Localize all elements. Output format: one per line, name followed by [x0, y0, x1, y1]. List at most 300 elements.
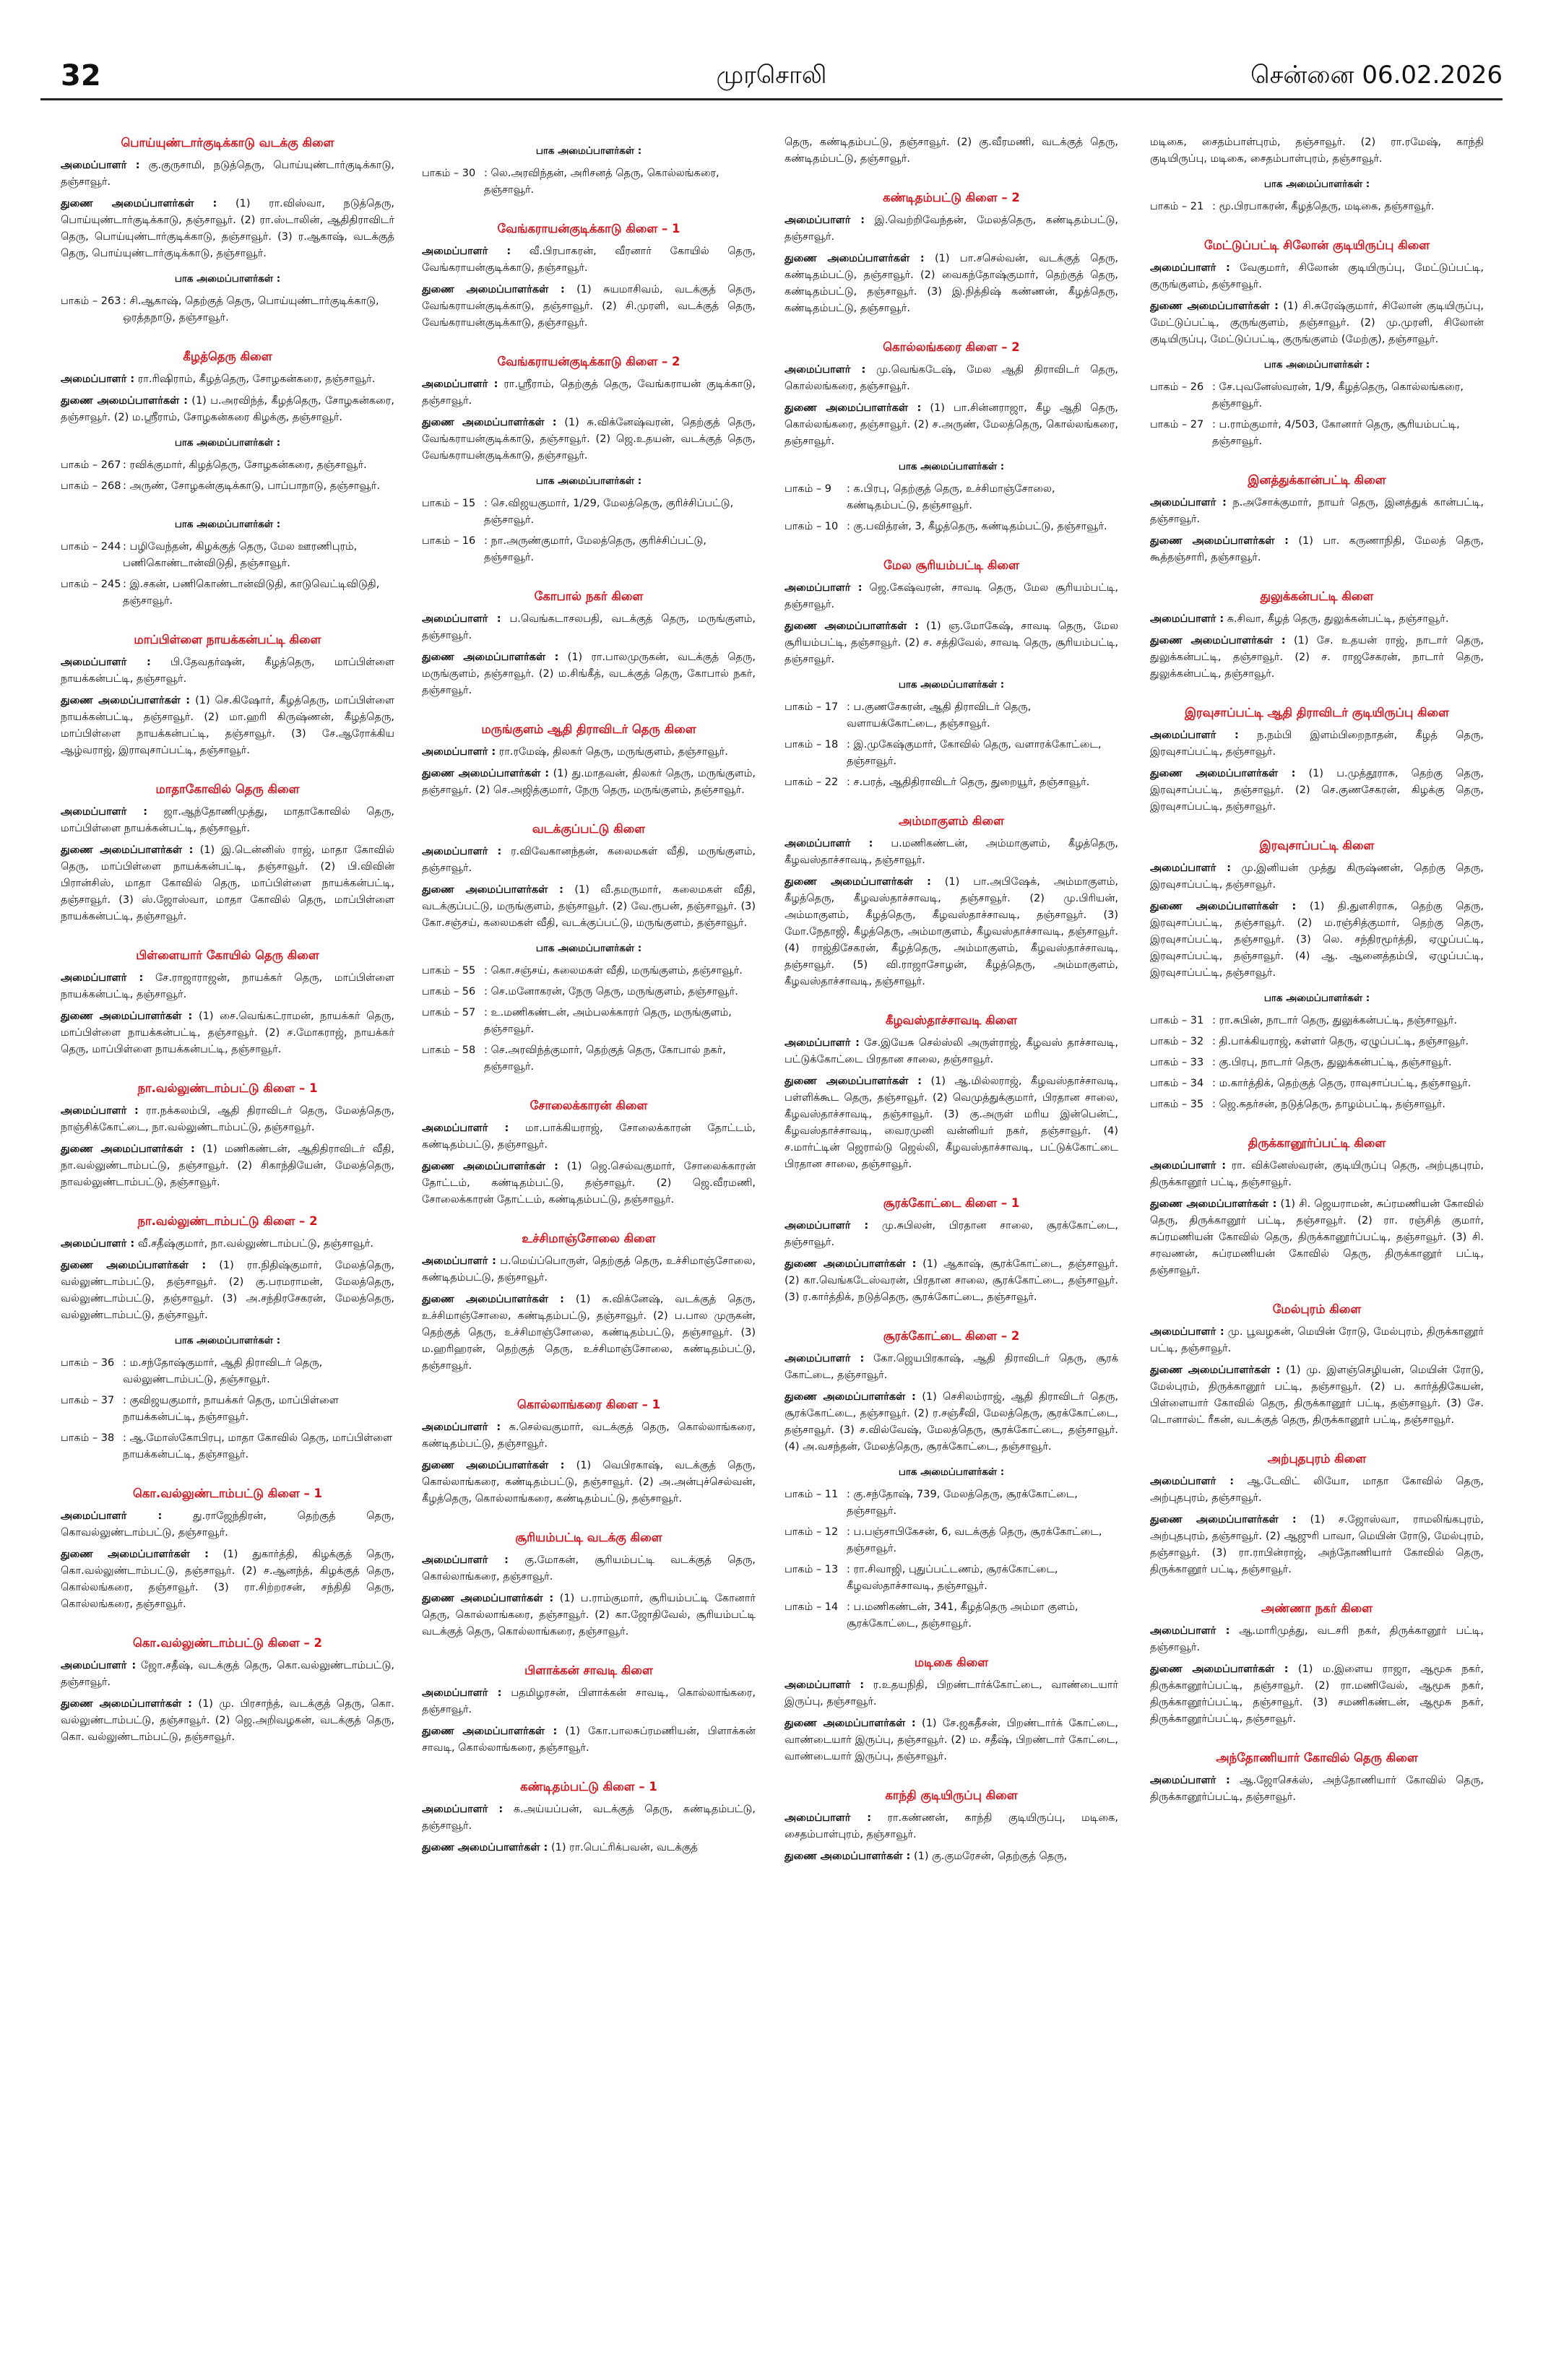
leader-line	[1150, 1324, 1484, 1357]
branch-title: சோலைக்காரன் கிளை	[530, 1099, 648, 1112]
leader-line-label: அமைப்பாளர் :	[1150, 497, 1227, 509]
branch-section	[61, 1485, 394, 1613]
branch-section	[422, 1097, 756, 1208]
leader-line-value: சே.ராஜாராஜன், நாயக்கர் தெரு, மாப்பிள்ளை நாயக்கன்பட்டி, தஞ்சாவூர்.	[61, 972, 394, 1000]
booth-row	[785, 481, 1118, 514]
leader-line-label: அமைப்பாளர் :	[1150, 862, 1232, 874]
booth-person: : ப.பஞ்சாபிகேசன், 6, வடக்குத் தெரு, சூரக்கோட்டை, தஞ்சாவூர்.	[847, 1526, 1102, 1554]
booth-row	[61, 293, 394, 326]
booth-row	[1150, 1013, 1484, 1029]
leader-line	[1150, 727, 1484, 761]
booth-heading: பாக அமைப்பாளர்கள் :	[1263, 359, 1370, 371]
booth-row	[1150, 1055, 1484, 1071]
branch-title: கண்டிதம்பட்டு கிளை – 2	[883, 191, 1020, 204]
assistants-line-value: (1) இ.டென்னிஸ் ராஜ், மாதா கோவில் தெரு, மாப்பிள்ளை நாயக்கன்பட்டி, தஞ்சாவூர். (2) பி.விவின் பிரான்சிஸ், மாதா கோவில் தெரு, மாப்பிள்ளை நாயக்கன்பட்டி, தஞ்சாவூர். (3) ஸ்.ஜோஸ்வா, மாதா கோவில் தெரு, மாப்பிள்ளை நாயக்கன்பட்டி, தஞ்சாவூர்.	[61, 844, 394, 922]
leader-line-label: அமைப்பாளர் :	[785, 1037, 860, 1049]
branch-title: கொ.வல்லுண்டாம்பட்டு கிளை – 1	[133, 1487, 322, 1500]
assistants-line	[422, 1591, 756, 1640]
leader-line	[61, 654, 394, 688]
leader-line	[785, 1351, 1118, 1384]
leader-line-value: ப.வெங்கடாசலபதி, வடக்குத் தெரு, மருங்குளம், தஞ்சாவூர்.	[422, 613, 756, 641]
leader-line-value: ரா.கண்ணன், காந்தி குடியிருப்பு, மடிகை, சைதம்பாள்புரம், தஞ்சாவூர்.	[785, 1812, 1118, 1840]
leader-line	[785, 362, 1118, 395]
assistants-line-value: (1) ஆகாஷ், சூரக்கோட்டை, தஞ்சாவூர். (2) கா.வெங்கடேஸ்வரன், பிரதான சாலை, சூரக்கோட்டை, தஞ்சாவூர். (3) ர.கார்த்திக், நடுத்தெரு, சூரக்கோட்டை, தஞ்சாவூர்.	[785, 1258, 1118, 1303]
booth-number: பாகம் – 32	[1150, 1036, 1204, 1047]
assistants-line	[1150, 1512, 1484, 1578]
branch-section	[785, 813, 1118, 990]
branch-title: நா.வல்லுண்டாம்பட்டு கிளை – 2	[137, 1214, 318, 1228]
branch-section	[422, 1662, 756, 1757]
leader-line	[422, 844, 756, 877]
assistants-line-value: (1) ப.ராம்குமார், சூரியம்பட்டி கோனார் தெரு, கொல்லாங்கரை, தஞ்சாவூர். (2) கா.ஜோதிவேல், சூரியம்பட்டி வடக்குத் தெரு, கொல்லாங்கரை, தஞ்சாவூர்.	[422, 1593, 756, 1637]
assistants-line	[785, 1256, 1118, 1306]
assistants-line-value: (1) ரா.பெட்ரிக்பவன், வடக்குத்	[550, 1842, 698, 1853]
leader-line-value: ந.நம்பி இளம்பிறைநாதன், கீழத் தெரு, இரவுசாப்பட்டி, தஞ்சாவூர்.	[1150, 730, 1484, 758]
leader-line-value: வீ.சதீஷ்குமார், நா.வல்லுண்டாம்பட்டு, தஞ்சாவூர்.	[137, 1238, 374, 1250]
booth-row	[61, 1393, 394, 1426]
branch-title: பொய்யுண்டார்குடிக்காடு வடக்கு கிளை	[121, 136, 334, 150]
leader-line	[1150, 1474, 1484, 1507]
assistants-line-value: (1) சே.ஜகதீசன், பிறண்டார்க் கோட்டை, வாண்டையார் இருப்பு, தஞ்சாவூர். (2) ம. சதீஷ், பிறண்டார் கோட்டை, வாண்டையார் இருப்பு, தஞ்சாவூர்.	[785, 1718, 1118, 1762]
branch-title: கொல்லாங்கரை கிளை – 1	[517, 1398, 661, 1411]
booth-person: : கு.பவித்ரன், 3, கீழத்தெரு, கண்டிதம்பட்டு, தஞ்சாவூர்.	[847, 521, 1107, 532]
booth-row	[785, 774, 1118, 791]
leader-line-value: ஆ.மாரிமுத்து, வடசரி நகர், திருக்கானூர் பட்டி, தஞ்சாவூர்.	[1150, 1625, 1484, 1653]
booth-number: பாகம் – 11	[785, 1489, 839, 1500]
assistants-line	[1150, 1196, 1484, 1279]
assistants-line-label: துணை அமைப்பாளர்கள் :	[785, 253, 925, 264]
assistants-line-label: துணை அமைப்பாளர்கள் :	[422, 417, 557, 428]
assistants-line	[61, 1258, 394, 1324]
leader-line-label: அமைப்பாளர் :	[785, 582, 863, 594]
booth-number: பாகம் – 267	[61, 459, 121, 471]
booth-number: பாகம் – 13	[785, 1564, 839, 1575]
branch-section	[1150, 237, 1484, 450]
branch-title: இரவுசாப்பட்டி ஆதி திராவிடர் குடியிருப்பு கிளை	[1185, 706, 1449, 719]
booth-person: : ம.கார்த்திக், தெற்குத் தெரு, ராவுசாப்பட்டி, தஞ்சாவூர்.	[1212, 1078, 1471, 1089]
assistants-line-label: துணை அமைப்பாளர்கள் :	[785, 1851, 911, 1862]
assistants-line-label: துணை அமைப்பாளர்கள் :	[61, 1143, 195, 1155]
booth-heading: பாக அமைப்பாளர்கள் :	[535, 943, 642, 954]
assistants-line-value: (1) பா.சசெல்வன், வடக்குத் தெரு, கண்டிதம்பட்டு, தஞ்சாவூர். (2) வைகந்தோஷ்குமார், தெற்குத் தெரு, கண்டிதம்பட்டு, தஞ்சாவூர். (3) இ.நித்திஷ் கண்ணன், கீழத்தெரு, கண்டிதம்பட்டு, தஞ்சாவூர்.	[785, 253, 1118, 314]
booth-heading: பாக அமைப்பாளர்கள் :	[174, 437, 281, 449]
booth-row	[422, 984, 756, 1000]
booth-row	[1150, 1034, 1484, 1050]
booth-person: : குவிஜயகுமார், நாயக்கர் தெரு, மாப்பிள்ளை நாயக்கன்பட்டி, தஞ்சாவூர்.	[123, 1395, 339, 1423]
booth-row	[785, 1524, 1118, 1557]
booth-row	[1150, 417, 1484, 450]
assistants-line-label: துணை அமைப்பாளர்கள் :	[1150, 635, 1286, 646]
leader-line-label: அமைப்பாளர் :	[1150, 1476, 1235, 1487]
assistants-line-label: துணை அமைப்பாளர்கள் :	[1150, 1663, 1289, 1675]
booth-number: பாகம் – 14	[785, 1601, 839, 1613]
branch-title: அந்தோணியார் கோவில் தெரு கிளை	[1216, 1751, 1418, 1765]
assistants-line-label: துணை அமைப்பாளர்கள் :	[1150, 901, 1297, 912]
booth-person: : நா.அருண்குமார், மேலத்தெரு, குரிச்சிப்பட்டு, தஞ்சாவூர்.	[484, 535, 706, 563]
booth-number: பாகம் – 15	[422, 498, 476, 509]
leader-line-label: அமைப்பாளர் :	[61, 806, 148, 818]
city-date: சென்னை 06.02.2026	[1250, 61, 1503, 90]
booth-number: பாகம் – 9	[785, 483, 832, 495]
branch-title: மேட்டுப்பட்டி சிலோன் குடியிருப்பு கிளை	[1203, 238, 1430, 252]
branch-section	[61, 947, 394, 1058]
leader-line-value: ப.மணிகண்டன், அம்மாகுளம், கீழத்தெரு, கீழவஸ்தாச்சாவடி, தஞ்சாவூர்.	[785, 838, 1118, 866]
leader-line	[422, 1419, 756, 1453]
booth-row	[61, 576, 394, 610]
branch-section	[1150, 704, 1484, 815]
assistants-line-label: துணை அமைப்பாளர்கள் :	[785, 876, 931, 888]
booth-number: பாகம் – 10	[785, 521, 839, 532]
assistants-line-value: (1) சு.விக்னேஷ்வரன், தெற்குத் தெரு, வேங்கராயன்குடிக்காடு, தஞ்சாவூர். (2) ஜெ.உதயன், வடக்குத் தெரு, வேங்கராயன்குடிக்காடு, தஞ்சாவூர்.	[422, 417, 756, 462]
leader-line	[61, 804, 394, 837]
assistants-line-label: துணை அமைப்பாளர்கள் :	[785, 1258, 917, 1270]
assistants-line-value: (1) சி. ஜெயராமன், சுப்ரமணியன் கோவில் தெரு, திருக்கானூர் பட்டி, தஞ்சாவூர். (2) ரா. ரஞ்சித் குமார், சுப்ரமணியன் கோவில் தெரு, திருக்கானூர்ப்பட்டி, தஞ்சாவூர். (3) சி. சரவணன், சுப்ரமணியன் கோவில் தெரு, திருக்கானூர் பட்டி, தஞ்சாவூர்.	[1150, 1198, 1484, 1276]
booth-number: பாகம் – 30	[422, 168, 476, 179]
branch-title: அற்புதபுரம் கிளை	[1267, 1452, 1367, 1466]
assistants-line	[422, 415, 756, 464]
page-number: 32	[61, 59, 101, 92]
leader-line	[785, 1677, 1118, 1710]
leader-line-value: ரா.ரிஷிராம், கீழத்தெரு, சோழகன்கரை, தஞ்சாவூர்.	[137, 373, 376, 385]
booth-row	[422, 1005, 756, 1038]
leader-line-value: ப.மெய்ப்பொருள், தெற்குத் தெரு, உச்சிமாஞ்சோலை, கண்டிதம்பட்டு, தஞ்சாவூர்.	[422, 1255, 756, 1284]
assistants-line-value: (1) ச.ஜோஸ்வா, ராமலிங்கபுரம், அற்புதபுரம், தஞ்சாவூர். (2) ஆஜுரி பாவா, மெயின் ரோடு, மேல்புரம், தஞ்சாவூர். (3) ரா.ராபின்ராஜ், அந்தோணியார் கோவில் தெரு, திருக்கானூர் பட்டி, தஞ்சாவூர்.	[1150, 1514, 1484, 1575]
leader-line-value: கு.குருசாமி, நடுத்தெரு, பொய்யுண்டார்குடிக்காடு, தஞ்சாவூர்.	[61, 160, 394, 188]
assistants-line	[1150, 766, 1484, 815]
booth-person: : ம.சந்தோஷ்குமார், ஆதி திராவிடர் தெரு, வல்லுண்டாம்பட்டு, தஞ்சாவூர்.	[123, 1357, 323, 1385]
column-2	[422, 134, 756, 2359]
booth-row	[61, 1355, 394, 1388]
leader-line-label: அமைப்பாளர் :	[785, 1679, 865, 1691]
leader-line-value: இ.வெற்றிவேந்தன், மேலத்தெரு, கண்டிதம்பட்டு, தஞ்சாவூர்.	[785, 215, 1118, 243]
branch-section	[422, 1230, 756, 1375]
leader-line	[422, 1685, 756, 1718]
branch-section	[422, 1529, 756, 1640]
leader-line-label: அமைப்பாளர் :	[422, 246, 511, 257]
leader-line	[422, 1552, 756, 1585]
assistants-line-label: துணை அமைப்பாளர்கள் :	[1150, 535, 1289, 547]
branch-section	[1150, 1600, 1484, 1728]
branch-section	[61, 348, 394, 495]
booth-row	[785, 699, 1118, 732]
booth-number: பாகம் – 16	[422, 535, 476, 547]
assistants-line	[785, 1389, 1118, 1455]
leader-line-value: கு.மோகன், சூரியம்பட்டி வடக்குத் தெரு, கொல்லாங்கரை, தஞ்சாவூர்.	[422, 1554, 756, 1583]
assistants-line-value: (1) ம.இளைய ராஜா, ஆமூசு நகர், திருக்கானூர்ப்பட்டி, தஞ்சாவூர். (2) ரா.மணிவேல், ஆமூசு நகர், திருக்கானூர்ப்பட்டி, தஞ்சாவூர். (3) சமணிகண்டன், ஆமூசு நகர், திருக்கானூர்ப்பட்டி, தஞ்சாவூர்.	[1150, 1663, 1484, 1725]
leader-line	[1150, 260, 1484, 293]
assistants-line-value: (1) ரா.பாலமுருகன், வடக்குத் தெரு, மருங்குளம், தஞ்சாவூர். (2) ம.சிங்கீத், வடக்குத் தெரு, கோபால் நகர், தஞ்சாவூர்.	[422, 652, 756, 696]
assistants-line-value: (1) சு.விக்னேஷ், வடக்குத் தெரு, உச்சிமாஞ்சோலை, கண்டிதம்பட்டு, தஞ்சாவூர். (2) ப.பால முருகன், தெற்குத் தெரு, உச்சிமாஞ்சோலை, கண்டிதம்பட்டு, தஞ்சாவூர். (3) ம.ஹரிஹரன், தெற்குத் தெரு, உச்சிமாஞ்சோலை, கண்டிதம்பட்டு, தஞ்சாவூர்.	[422, 1294, 756, 1372]
leader-line	[422, 1120, 756, 1154]
assistants-line	[422, 1458, 756, 1507]
leader-line	[61, 157, 394, 191]
assistants-line-label: துணை அமைப்பாளர்கள் :	[1150, 1198, 1277, 1210]
booth-heading: பாக அமைப்பாளர்கள் :	[535, 145, 642, 157]
leader-line-label: அமைப்பாளர் :	[1150, 1775, 1230, 1786]
branch-section	[61, 631, 394, 759]
leader-line-label: அமைப்பாளர் :	[61, 1510, 163, 1522]
leader-line	[1150, 1773, 1484, 1806]
booth-row	[1150, 1076, 1484, 1092]
leader-line	[61, 371, 394, 388]
leader-line-value: ரா.நக்கலம்பி, ஆதி திராவிடர் தெரு, மேலத்தெரு, நாஞ்சிக்கோட்டை, நா.வல்லுண்டாம்பட்டு, தஞ்சாவூர்.	[61, 1105, 394, 1133]
leader-line-value: ரா. விக்னேஸ்வரன், குடியிருப்பு தெரு, அற்புதபுரம், திருக்கானூர் பட்டி, தஞ்சாவூர்.	[1150, 1160, 1484, 1188]
branch-title: வடக்குப்பட்டு கிளை	[532, 822, 646, 836]
booth-heading: பாக அமைப்பாளர்கள் :	[174, 519, 281, 530]
booth-row	[785, 519, 1118, 535]
masthead	[0, 0, 1543, 101]
branch-section	[785, 1195, 1118, 1306]
leader-line-value: ஆ.டேவிட் லியோ, மாதா கோவில் தெரு, அற்புதபுரம், தஞ்சாவூர்.	[1150, 1476, 1484, 1504]
leader-line	[422, 1801, 756, 1835]
branch-title: பிளாக்கன் சாவடி கிளை	[524, 1663, 653, 1677]
branch-section	[785, 1787, 1118, 1865]
column-1	[61, 134, 394, 2359]
assistants-line-label: துணை அமைப்பாளர்கள் :	[785, 620, 919, 632]
branch-title: சூரக்கோட்டை கிளை – 2	[883, 1329, 1020, 1343]
leader-line-label: அமைப்பாளர் :	[1150, 730, 1239, 741]
branch-title: உச்சிமாஞ்சோலை கிளை	[522, 1232, 656, 1245]
booth-person: : ஜெ.சுதர்சன், நடுத்தெரு, தாழம்பட்டி, தஞ்சாவூர்.	[1212, 1099, 1445, 1110]
assistants-line-label: துணை அமைப்பாளர்கள் :	[785, 1718, 916, 1729]
booth-person: : அருண், சோழகன்குடிக்காடு, பாப்பாநாடு, தஞ்சாவூர்.	[123, 480, 380, 492]
assistants-line	[422, 766, 756, 799]
branch-section	[785, 1328, 1118, 1632]
assistants-line-label: துணை அமைப்பாளர்கள் :	[422, 1460, 565, 1471]
leader-line-label: அமைப்பாளர் :	[61, 1660, 137, 1671]
assistants-line-label: துணை அமைப்பாளர்கள் :	[1150, 1364, 1281, 1376]
leader-line-value: மு. பூவழகன், மெயின் ரோடு, மேல்புரம், திருக்கானூர் பட்டி, தஞ்சாவூர்.	[1150, 1326, 1484, 1354]
leader-line	[785, 1810, 1118, 1843]
booth-number: பாகம் – 55	[422, 965, 476, 977]
leader-line-label: அமைப்பாளர் :	[785, 1220, 869, 1232]
branch-section	[785, 1012, 1118, 1173]
leader-line-value: சே.இயேசு செல்ஸ்லி அருள்ராஜ், கீழவஸ் தாச்சாவடி, பட்டுக்கோட்டை பிரதான சாலை, தஞ்சாவூர்.	[785, 1037, 1118, 1065]
branch-title: மாதாகோவில் தெரு கிளை	[155, 782, 300, 796]
branch-section	[422, 220, 756, 332]
leader-line-label: அமைப்பாளர் :	[61, 1105, 139, 1117]
booth-person: : லெ.அரவிந்தன், அரிசனத் தெரு, கொல்லங்கரை, தஞ்சாவூர்.	[484, 168, 719, 196]
booth-heading: பாக அமைப்பாளர்கள் :	[174, 1335, 281, 1346]
assistants-line-label: துணை அமைப்பாளர்கள் :	[422, 284, 565, 295]
assistants-line	[785, 251, 1118, 317]
assistants-line-label: துணை அமைப்பாளர்கள் :	[1150, 768, 1296, 779]
branch-section	[422, 821, 756, 1076]
leader-line-label: அமைப்பாளர் :	[785, 215, 865, 226]
assistants-line-label: துணை அமைப்பாளர்கள் :	[785, 402, 922, 414]
leader-line	[1150, 1623, 1484, 1656]
assistants-line-label: துணை அமைப்பாளர்கள் :	[61, 844, 194, 856]
branch-section	[61, 781, 394, 925]
leader-line	[1150, 860, 1484, 893]
booth-heading: பாக அமைப்பாளர்கள் :	[898, 461, 1005, 472]
assistants-line-label: துணை அமைப்பாளர்கள் :	[1150, 300, 1279, 312]
booth-heading: பாக அமைப்பாளர்கள் :	[535, 475, 642, 487]
assistants-line-label: துணை அமைப்பாளர்கள் :	[785, 1076, 922, 1087]
leader-line	[422, 744, 756, 761]
assistants-line-label: துணை அமைப்பாளர்கள் :	[422, 652, 559, 663]
leader-line-label: அமைப்பாளர் :	[422, 846, 502, 857]
leader-line-value: ஜோ.சதீஷ், வடக்குத் தெரு, கொ.வல்லுண்டாம்பட்டு, தஞ்சாவூர்.	[61, 1660, 394, 1688]
article-columns	[61, 134, 1484, 2359]
booth-row	[61, 478, 394, 495]
branch-section	[422, 1396, 756, 1507]
branch-section	[1150, 1301, 1484, 1429]
leader-line-label: அமைப்பாளர் :	[422, 1804, 503, 1815]
column-4	[1150, 134, 1484, 2359]
assistants-line-value: (1) சே. உதயன் ராஜ், நாடார் தெரு, துலுக்கன்பட்டி, தஞ்சாவூர். (2) ச. ராஜசேகரன், நாடார் தெரு, துலுக்கன்பட்டி, தஞ்சாவூர்.	[1150, 635, 1484, 680]
assistants-line	[1150, 1362, 1484, 1429]
booth-person: : சே.புவனேஸ்வரன், 1/9, கீழத்தெரு, கொல்லங்கரை, தஞ்சாவூர்.	[1212, 381, 1464, 410]
assistants-line-value: (1) ரா.விஸ்வா, நடுத்தெரு, பொய்யுண்டார்குடிக்காடு, தஞ்சாவூர். (2) ரா.ஸ்டாலின், ஆதிதிராவிடர் தெரு, பொய்யுண்டார்குடிக்காடு, தஞ்சாவூர். (3) ர.ஆகாஷ், வடக்குத் தெரு, பொய்யுண்டார்குடிக்காடு, தஞ்சாவூர்.	[61, 198, 394, 259]
branch-title: கீழவஸ்தாச்சாவடி கிளை	[885, 1013, 1018, 1027]
leader-line	[1150, 1158, 1484, 1191]
leader-line-value: ஜெ.கேஷ்வரன், சாவடி தெரு, மேல சூரியம்பட்டி, தஞ்சாவூர்.	[785, 582, 1118, 610]
assistants-line	[422, 649, 756, 699]
booth-person: : கு.பிரபு, நாடார் தெரு, துலுக்கன்பட்டி, தஞ்சாவூர்.	[1212, 1057, 1452, 1068]
leader-line-label: அமைப்பாளர் :	[422, 378, 498, 390]
leader-line-label: அமைப்பாளர் :	[1150, 1625, 1230, 1637]
booth-row	[1150, 199, 1484, 215]
leader-line	[785, 580, 1118, 613]
assistants-line	[61, 693, 394, 759]
booth-person: : ப.குணசேகரன், ஆதி திராவிடர் தெரு, வளாயக்கோட்டை, தஞ்சாவூர்.	[847, 701, 1032, 730]
leader-line-value: பி.தேவதர்ஷன், கீழத்தெரு, மாப்பிள்ளை நாயக்கன்பட்டி, தஞ்சாவூர்.	[61, 657, 394, 685]
leader-line-label: அமைப்பாளர் :	[785, 1812, 871, 1824]
leader-line-value: க.செல்வகுமார், வடக்குத் தெரு, கொல்லாங்கரை, கண்டிதம்பட்டு, தஞ்சாவூர்.	[422, 1421, 756, 1450]
branch-section	[1150, 472, 1484, 566]
booth-row	[61, 539, 394, 572]
assistants-line-value: (1) கு.குமரேசன், தெற்குத் தெரு,	[913, 1851, 1068, 1862]
booth-person: : ரா.சுபின், நாடார் தெரு, துலுக்கன்பட்டி, தஞ்சாவூர்.	[1212, 1015, 1458, 1026]
booth-number: பாகம் – 36	[61, 1357, 115, 1369]
assistants-line	[61, 196, 394, 262]
leader-line	[785, 1035, 1118, 1068]
column-3	[785, 134, 1118, 2359]
assistants-line-label: துணை அமைப்பாளர்கள் :	[1150, 1514, 1297, 1526]
branch-section	[61, 1213, 394, 1463]
leader-line-label: அமைப்பாளர் :	[422, 1122, 509, 1134]
booth-number: பாகம் – 34	[1150, 1078, 1204, 1089]
booth-person: : ரவிக்குமார், கிழத்தெரு, சோழகன்கரை, தஞ்சாவூர்.	[123, 459, 367, 471]
assistants-line-label: துணை அமைப்பாளர்கள் :	[422, 1593, 554, 1604]
branch-title: கீழத்தெரு கிளை	[183, 350, 272, 363]
assistants-line-value: (1) சுயமாசிவம், வடக்குத் தெரு, வேங்கராயன்குடிக்காடு, தஞ்சாவூர். (2) சி.முரளி, வடக்குத் தெரு, வேங்கராயன்குடிக்காடு, தஞ்சாவூர்.	[422, 284, 756, 329]
assistants-line-label: துணை அமைப்பாளர்கள் :	[422, 1726, 558, 1737]
booth-person: : ச.பரத், ஆதிதிராவிடர் தெரு, துறையூர், தஞ்சாவூர்.	[847, 776, 1090, 788]
leader-line-label: அமைப்பாளர் :	[1150, 1160, 1227, 1172]
assistants-line-value: (1) ஜெ.செல்வகுமார், சோலைக்காரன் தோட்டம், கண்டிதம்பட்டு, தஞ்சாவூர். (2) ஜெ.வீரமணி, சோலைக்காரன் தோட்டம், கண்டிதம்பட்டு, தஞ்சாவூர்.	[422, 1161, 756, 1206]
assistants-line-value: (1) மணிகண்டன், ஆதிதிராவிடர் வீதி, நா.வல்லுண்டாம்பட்டு, தஞ்சாவூர். (2) சிகாந்தியேன், மேலத்தெரு, நாவல்லுண்டாம்பட்டு, தஞ்சாவூர்.	[61, 1143, 394, 1188]
assistants-line	[1150, 533, 1484, 566]
leader-line-label: அமைப்பாளர் :	[422, 1255, 496, 1267]
booth-heading: பாக அமைப்பாளர்கள் :	[174, 273, 281, 285]
leader-line-value: பதமிழரசன், பிளாக்கன் சாவடி, கொல்லாங்கரை, தஞ்சாவூர்.	[422, 1687, 756, 1715]
leader-line-value: க.அய்யப்பன், வடக்குத் தெரு, கண்டிதம்பட்டு, தஞ்சாவூர்.	[422, 1804, 756, 1832]
leader-line	[422, 611, 756, 644]
branch-title: இனத்துக்கான்பட்டி கிளை	[1248, 473, 1386, 487]
assistants-line	[422, 282, 756, 332]
booth-number: பாகம் – 57	[422, 1007, 476, 1018]
leader-line	[61, 1103, 394, 1136]
branch-section	[1150, 1135, 1484, 1279]
booth-number: பாகம் – 263	[61, 295, 121, 307]
branch-title: வேங்கராயன்குடிக்காடு கிளை – 1	[497, 222, 680, 235]
assistants-line-value: (1) பா.சின்னராஜா, கீழ ஆதி தெரு, கொல்லங்கரை, தஞ்சாவூர். (2) ச.அருண், மேலத்தெரு, கொல்லங்கரை, தஞ்சாவூர்.	[785, 402, 1118, 447]
booth-number: பாகம் – 38	[61, 1432, 115, 1444]
booth-person: : செ.விஜயகுமார், 1/29, மேலத்தெரு, குரிச்சிப்பட்டு, தஞ்சாவூர்.	[484, 498, 734, 526]
branch-title: காந்தி குடியிருப்பு கிளை	[885, 1788, 1018, 1802]
assistants-line-value: (1) வீ.தமருமார், கலைமகள் வீதி, வடக்குப்பட்டு, மருங்குளம், தஞ்சாவூர். (2) வே.ரூபன், தஞ்சாவூர். (3) கோ.சஞ்சய், கலைமகள் வீதி, வடக்குப்பட்டு, மருங்குளம், தஞ்சாவூர்.	[422, 884, 756, 929]
leader-line-value: க.சிவா, கீழத் தெரு, துலுக்கன்பட்டி, தஞ்சாவூர்.	[1227, 613, 1449, 625]
assistants-line-label: துணை அமைப்பாளர்கள் :	[61, 198, 217, 209]
leader-line	[61, 1236, 394, 1252]
leader-line	[785, 1218, 1118, 1251]
continued-text: மடிகை, சைதம்பாள்புரம், தஞ்சாவூர். (2) ரா.ரமேஷ், காந்தி குடியிருப்பு, மடிகை, சைதம்பாள்புரம், தஞ்சாவூர்.	[1150, 137, 1484, 165]
branch-section	[422, 721, 756, 799]
assistants-line	[1150, 899, 1484, 982]
leader-line-value: வீ.பிரபாகரன், வீரனார் கோயில் தெரு, வேங்கராயன்குடிக்காடு, தஞ்சாவூர்.	[422, 246, 756, 274]
branch-title: அம்மாகுளம் கிளை	[898, 814, 1004, 828]
leader-line-label: அமைப்பாளர் :	[422, 1421, 501, 1433]
assistants-line-value: (1) செசிலம்ராஜ், ஆதி திராவிடர் தெரு, சூரக்கோட்டை, தஞ்சாவூர். (2) ர.சஞ்சீவி, மேலத்தெரு, சூரக்கோட்டை, தஞ்சாவூர். (3) ச.வில்வேஷ், மேலத்தெரு, சூரக்கோட்டை, தஞ்சாவூர். (4) அ.வசந்தன், மேலத்தெரு, சூரக்கோட்டை, தஞ்சாவூர்.	[785, 1391, 1118, 1453]
booth-row	[785, 1487, 1118, 1520]
assistants-line-value: (1) ப.அரவிந்த், கீழத்தெரு, சோழகன்கரை, தஞ்சாவூர். (2) ம.ஸ்ரீராம், சோழகன்கரை கிழக்கு, தஞ்சாவூர்.	[61, 395, 394, 423]
leader-line	[422, 376, 756, 410]
booth-number: பாகம் – 31	[1150, 1015, 1204, 1026]
booth-person: : ப.மணிகண்டன், 341, கீழத்தெரு அம்மா குளம், சூரக்கோட்டை, தஞ்சாவூர்.	[847, 1601, 1079, 1630]
branch-section	[785, 134, 1118, 168]
leader-line-label: அமைப்பாளர் :	[1150, 613, 1224, 625]
branch-section	[1150, 134, 1484, 215]
branch-title: சூரியம்பட்டி வடக்கு கிளை	[515, 1531, 662, 1544]
assistants-line-value: (1) சி.சுரேஷ்குமார், சிலோன் குடியிருப்பு, மேட்டுப்பட்டி, குருங்குளம், தஞ்சாவூர். (2) மு.முரளி, சிலோன் குடியிருப்பு, மேட்டுப்பட்டி, குருங்குளம் (மேற்கு), தஞ்சாவூர்.	[1150, 300, 1484, 345]
assistants-line	[422, 1723, 756, 1757]
leader-line-label: அமைப்பாளர் :	[61, 972, 144, 984]
assistants-line-value: (1) மு. பிரசாந்த், வடக்குத் தெரு, கொ. வல்லுண்டாம்பட்டு, தஞ்சாவூர். (2) ஜெ.அறிவழகன், வடக்குத் தெரு, கொ. வல்லுண்டாம்பட்டு, தஞ்சாவூர்.	[61, 1698, 394, 1743]
leader-line	[61, 1508, 394, 1541]
branch-section	[785, 1654, 1118, 1765]
leader-line	[61, 970, 394, 1003]
assistants-line-value: (1) பா. கருணாநிதி, மேலத் தெரு, கூத்தஞ்சாரி, தஞ்சாவூர்.	[1150, 535, 1484, 563]
assistants-line-label: துணை அமைப்பாளர்கள் :	[61, 1011, 193, 1022]
leader-line-label: அமைப்பாளர் :	[1150, 1326, 1224, 1338]
booth-person: : ஆ.மோஸ்கோபிரபு, மாதா கோவில் தெரு, மாப்பிள்ளை நாயக்கன்பட்டி, தஞ்சாவூர்.	[123, 1432, 393, 1461]
assistants-line-value: (1) மு. இளஞ்செழியன், மெயின் ரோடு, மேல்புரம், திருக்கானூர் பட்டி, தஞ்சாவூர். (2) ப. கார்த்திகேயன், பிள்ளையார் கோவில் தெரு, திருக்கானூர் பட்டி, தஞ்சாவூர். (3) சே. டொனால்ட் ரீகன், வடக்குத் தெரு, திருக்கானூர் பட்டி, தஞ்சாவூர்.	[1150, 1364, 1484, 1426]
booth-number: பாகம் – 26	[1150, 381, 1204, 393]
branch-section	[61, 1635, 394, 1746]
booth-number: பாகம் – 12	[785, 1526, 839, 1538]
assistants-line	[1150, 633, 1484, 683]
assistants-line-label: துணை அமைப்பாளர்கள் :	[61, 1260, 207, 1271]
booth-number: பாகம் – 56	[422, 986, 476, 998]
branch-title: கொ.வல்லுண்டாம்பட்டு கிளை – 2	[133, 1636, 322, 1650]
assistants-line	[1150, 1661, 1484, 1728]
branch-section	[785, 189, 1118, 317]
assistants-line-value: (1) து.மாதவன், திலகர் தெரு, மருங்குளம், தஞ்சாவூர். (2) செ.அஜித்குமார், நேரு தெரு, மருங்குளம், தஞ்சாவூர்.	[422, 768, 756, 796]
booth-person: : க.பிரபு, தெற்குத் தெரு, உச்சிமாஞ்சோலை, கண்டிதம்பட்டு, தஞ்சாவூர்.	[847, 483, 1055, 511]
branch-section	[785, 557, 1118, 791]
assistants-line	[785, 400, 1118, 450]
booth-person: : கொ.சஞ்சய், கலைமகள் வீதி, மருங்குளம், தஞ்சாவூர்.	[484, 965, 743, 977]
branch-title: இரவுசாப்பட்டி கிளை	[1259, 839, 1375, 852]
branch-section	[422, 588, 756, 699]
assistants-line-label: துணை அமைப்பாளர்கள் :	[422, 768, 550, 779]
assistants-line	[422, 882, 756, 932]
branch-title: கோபால் நகர் கிளை	[534, 589, 644, 603]
booth-row	[785, 1562, 1118, 1595]
assistants-line	[61, 1008, 394, 1058]
